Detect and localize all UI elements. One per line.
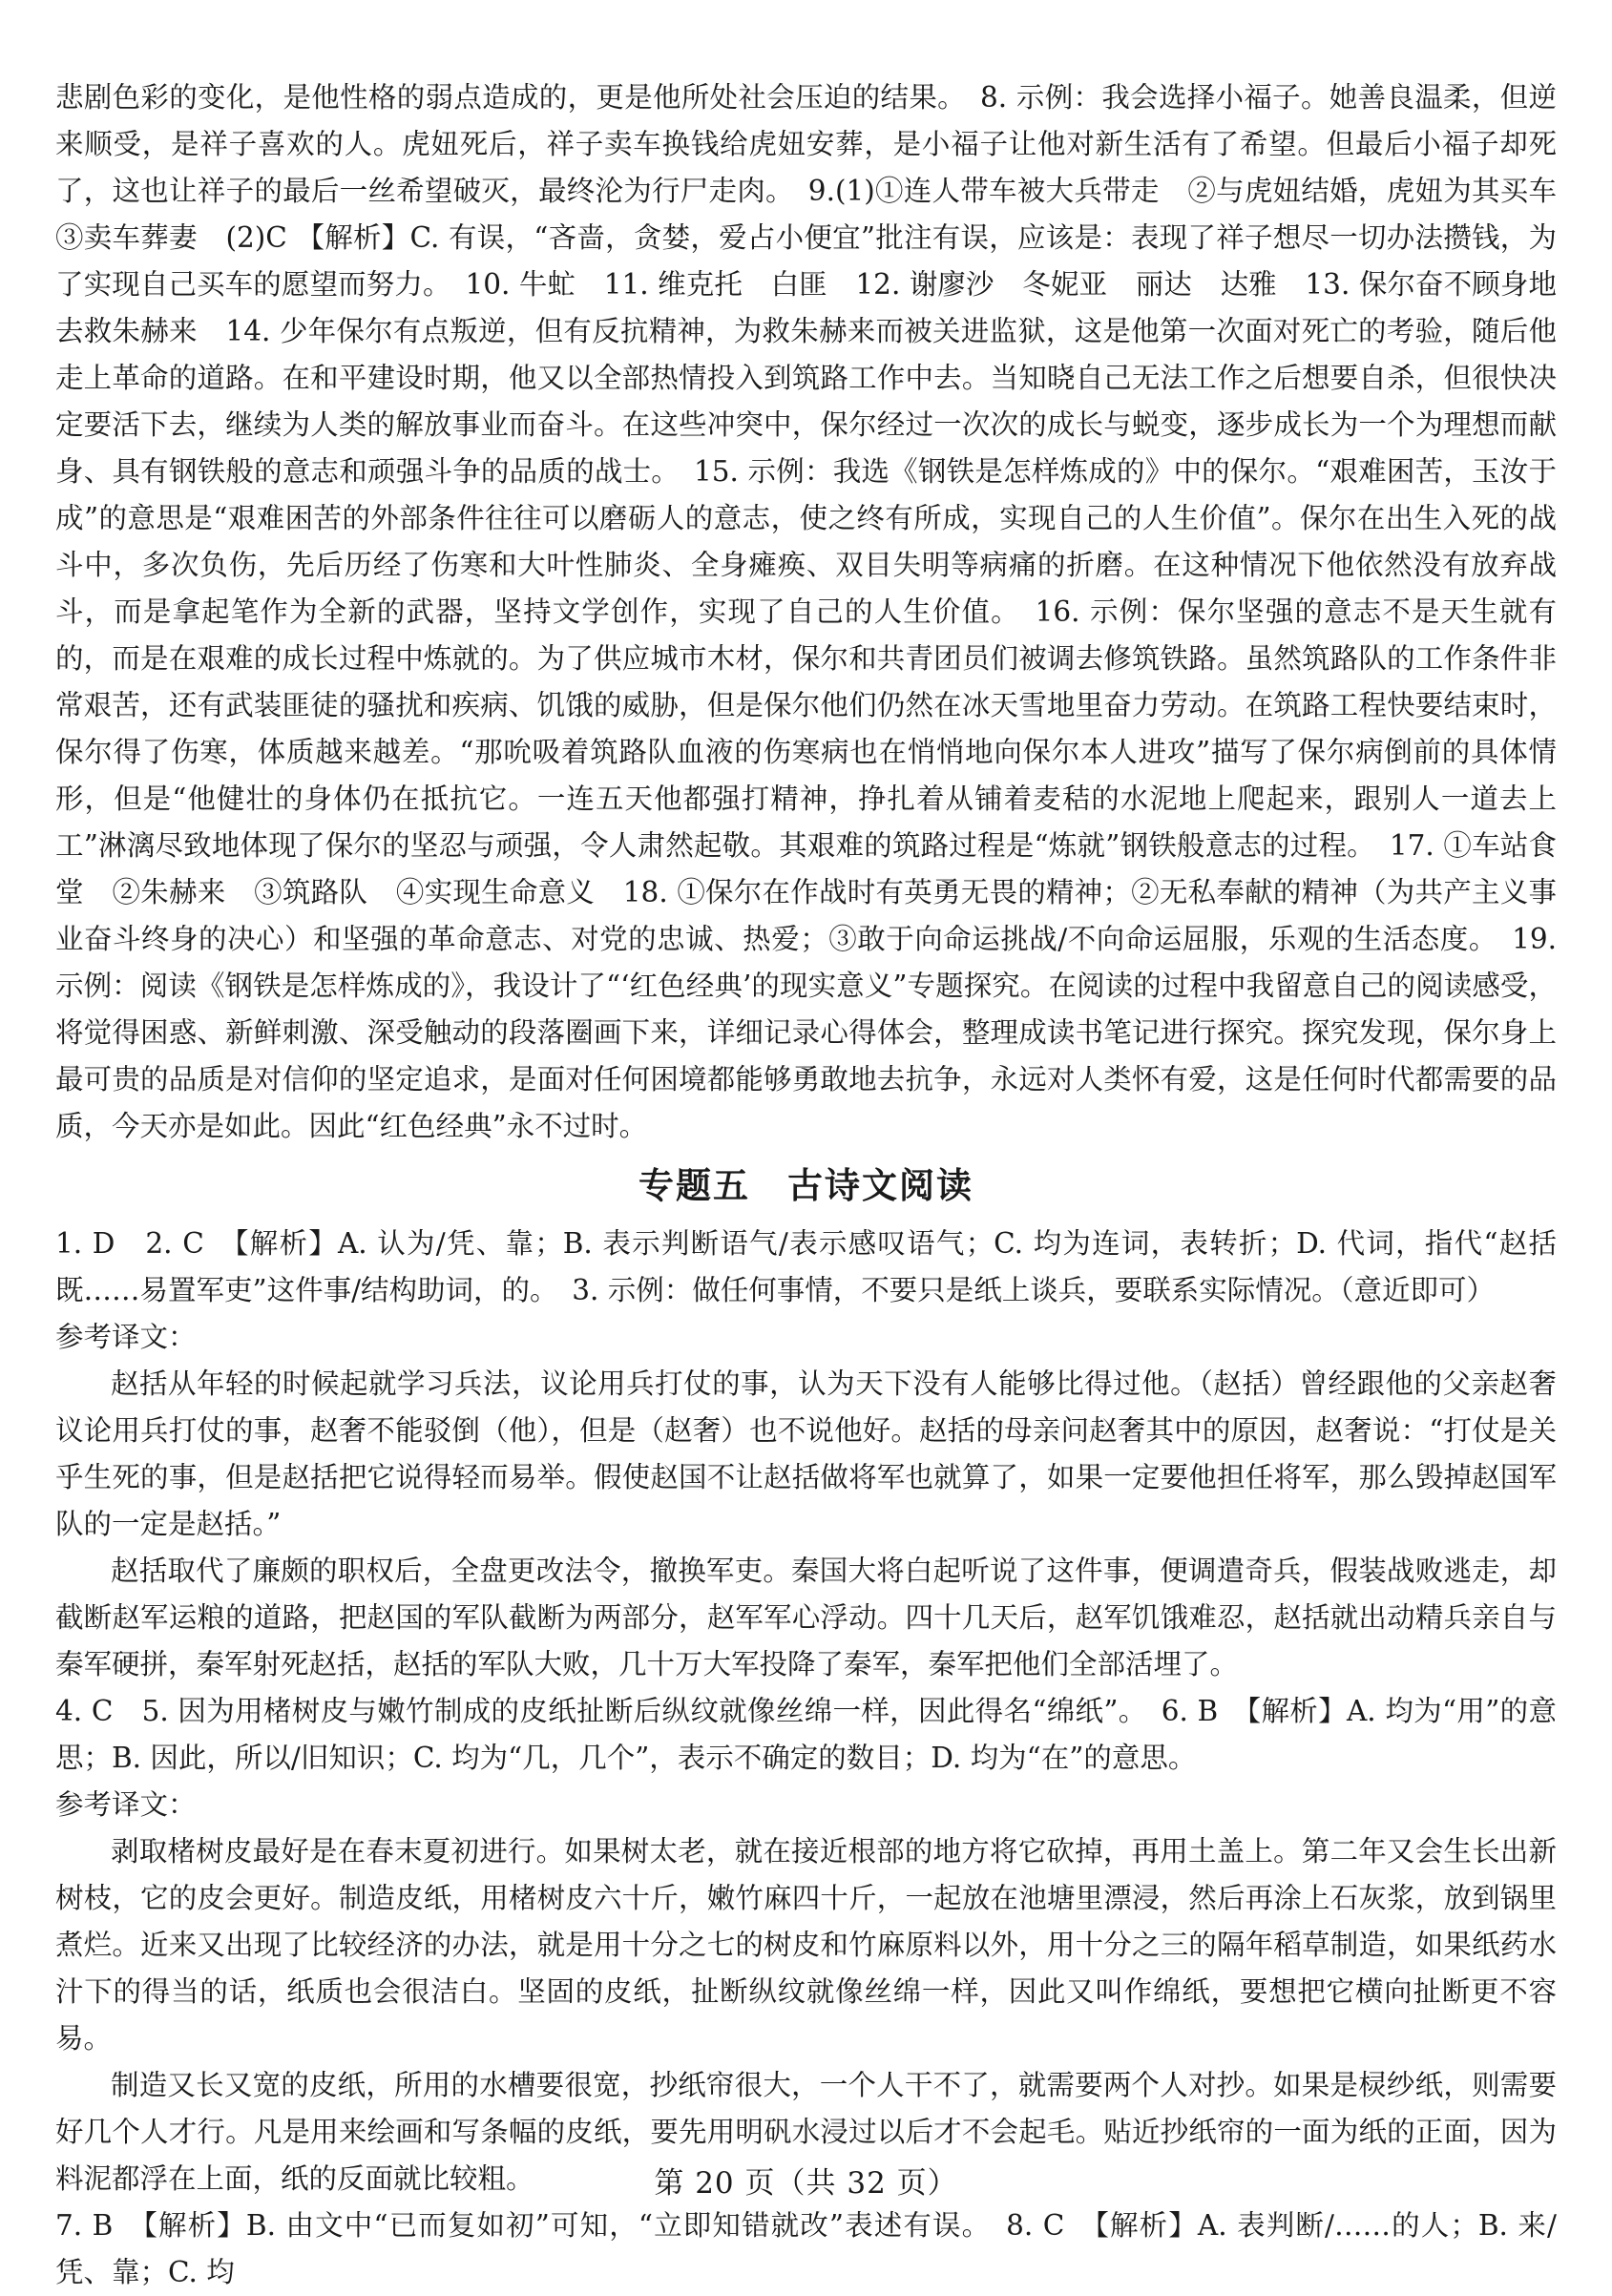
- page-number-footer: 第 20 页（共 32 页）: [654, 2166, 958, 2201]
- reference-translation-label-2: 参考译文：: [55, 1788, 197, 1821]
- answers-paragraph-part4: 悲剧色彩的变化，是他性格的弱点造成的，更是他所处社会压迫的结果。 8. 示例：我会选择小福子。她善良温柔，但逆来顺受，是祥子喜欢的人。虎妞死后，祥子卖车换钱给虎妞安葬，是小福子让他对新生活有了希望。但最后小福子却死了，这也让祥子的最后一丝希望破灭，最终沦为行尸走肉。 9.(1)①连人带车被大兵带走 ②与虎妞结婚，虎妞为其买车 ③卖车葬妻 (2)C 【解析】C. 有误，“吝啬，贪婪，爱占小便宜”批注有误，应该是：表现了祥子想尽一切办法攒钱，为了实现自己买车的愿望而努力。 10. 牛虻 11. 维克托 白匪 12. 谢廖沙 冬妮亚 丽达 达雅 13. 保尔奋不顾身地去救朱赫来 14. 少年保尔有点叛逆，但有反抗精神，为救朱赫来而被关进监狱，这是他第一次面对死亡的考验，随后他走上革命的道路。在和平建设时期，他又以全部热情投入到筑路工作中去。当知晓自己无法工作之后想要自杀，但很快决定要活下去，继续为人类的解放事业而奋斗。在这些冲突中，保尔经过一次次的成长与蜕变，逐步成长为一个为理想而献身、具有钢铁般的意志和顽强斗争的品质的战士。 15. 示例：我选《钢铁是怎样炼成的》中的保尔。“艰难困苦，玉汝于成”的意思是“艰难困苦的外部条件往往可以磨砺人的意志，使之终有所成，实现自己的人生价值”。保尔在出生入死的战斗中，多次负伤，先后历经了伤寒和大叶性肺炎、全身瘫痪、双目失明等病痛的折磨。在这种情况下他依然没有放弃战斗，而是拿起笔作为全新的武器，坚持文学创作，实现了自己的人生价值。 16. 示例：保尔坚强的意志不是天生就有的，而是在艰难的成长过程中炼就的。为了供应城市木材，保尔和共青团员们被调去修筑铁路。虽然筑路队的工作条件非常艰苦，还有武装匪徒的骚扰和疾病、饥饿的威胁，但是保尔他们仍然在冰天雪地里奋力劳动。在筑路工程快要结束时，保尔得了伤寒，体质越来越差。“那吮吸着筑路队血液的伤寒病也在悄悄地向保尔本人进攻”描写了保尔病倒前的具体情形，但是“他健壮的身体仍在抵抗它。一连五天他都强打精神，挣扎着从铺着麦秸的水泥地上爬起来，跟别人一道去上工”淋漓尽致地体现了保尔的坚忍与顽强，令人肃然起敬。其艰难的筑路过程是“炼就”钢铁般意志的过程。 17. ①车站食堂 ②朱赫来 ③筑路队 ④实现生命意义 18. ①保尔在作战时有英勇无畏的精神；②无私奉献的精神（为共产主义事业奋斗终身的决心）和坚强的革命意志、对党的忠诚、热爱；③敢于向命运挑战/不向命运屈服，乐观的生活态度。 19. 示例：阅读《钢铁是怎样炼成的》，我设计了“‘红色经典’的现实意义”专题探究。在阅读的过程中我留意自己的阅读感受，将觉得困惑、新鲜刺激、深受触动的段落圈画下来，详细记录心得体会，整理成读书笔记进行探究。探究发现，保尔身上最可贵的品质是对信仰的坚定追求，是面对任何困境都能够勇敢地去抗争，永远对人类怀有爱，这是任何时代都需要的品质，今天亦是如此。因此“红色经典”永不过时。: [55, 81, 1585, 1142]
- translation-1-paragraph-2: 赵括取代了廉颇的职权后，全盘更改法令，撤换军吏。秦国大将白起听说了这件事，便调遣奇兵，假装战败逃走，却截断赵军运粮的道路，把赵国的军队截断为两部分，赵军军心浮动。四十几天后，赵军饥饿难忍，赵括就出动精兵亲自与秦军硬拼，秦军射死赵括，赵括的军队大败，几十万大军投降了秦军，秦军把他们全部活埋了。: [55, 1555, 1557, 1680]
- answers-1-3: 1. D 2. C 【解析】A. 认为/凭、靠；B. 表示判断语气/表示感叹语气；C. 均为连词，表转折；D. 代词，指代“赵括既……易置军吏”这件事/结构助词，的。 3. 示例：做任何事情，不要只是纸上谈兵，要联系实际情况。（意近即可）: [55, 1227, 1557, 1306]
- translation-2-paragraph-2: 制造又长又宽的皮纸，所用的水槽要很宽，抄纸帘很大，一个人干不了，就需要两个人对抄。如果是棂纱纸，则需要好几个人才行。凡是用来绘画和写条幅的皮纸，要先用明矾水浸过以后才不会起毛。贴近抄纸帘的一面为纸的正面，因为料泥都浮在上面，纸的反面就比较粗。: [55, 2069, 1557, 2195]
- translation-2-paragraph-1: 剥取楮树皮最好是在春末夏初进行。如果树太老，就在接近根部的地方将它砍掉，再用土盖上。第二年又会生长出新树枝，它的皮会更好。制造皮纸，用楮树皮六十斤，嫩竹麻四十斤，一起放在池塘里漂浸，然后再涂上石灰浆，放到锅里煮烂。近来又出现了比较经济的办法，就是用十分之七的树皮和竹麻原料以外，用十分之三的隔年稻草制造，如果纸药水汁下的得当的话，纸质也会很洁白。坚固的皮纸，扯断纵纹就像丝绵一样，因此又叫作绵纸，要想把它横向扯断更不容易。: [55, 1835, 1557, 2055]
- section-title: 专题五 古诗文阅读: [639, 1165, 973, 1206]
- answers-4-6: 4. C 5. 因为用楮树皮与嫩竹制成的皮纸扯断后纵纹就像丝绵一样，因此得名“绵纸”。 6. B 【解析】A. 均为“用”的意思；B. 因此，所以/旧知识；C. 均为“几，几个”，表示不确定的数目；D. 均为“在”的意思。: [55, 1695, 1557, 1774]
- reference-translation-label-1: 参考译文：: [55, 1321, 197, 1353]
- translation-1-paragraph-1: 赵括从年轻的时候起就学习兵法，议论用兵打仗的事，认为天下没有人能够比得过他。（赵括）曾经跟他的父亲赵奢议论用兵打仗的事，赵奢不能驳倒（他），但是（赵奢）也不说他好。赵括的母亲问赵奢其中的原因，赵奢说：“打仗是关乎生死的事，但是赵括把它说得轻而易举。假使赵国不让赵括做将军也就算了，如果一定要他担任将军，那么毁掉赵国军队的一定是赵括。”: [55, 1367, 1557, 1540]
- answers-7-8: 7. B 【解析】B. 由文中“已而复如初”可知，“立即知错就改”表述有误。 8. C 【解析】A. 表判断/……的人；B. 来/凭、靠；C. 均: [55, 2209, 1557, 2288]
